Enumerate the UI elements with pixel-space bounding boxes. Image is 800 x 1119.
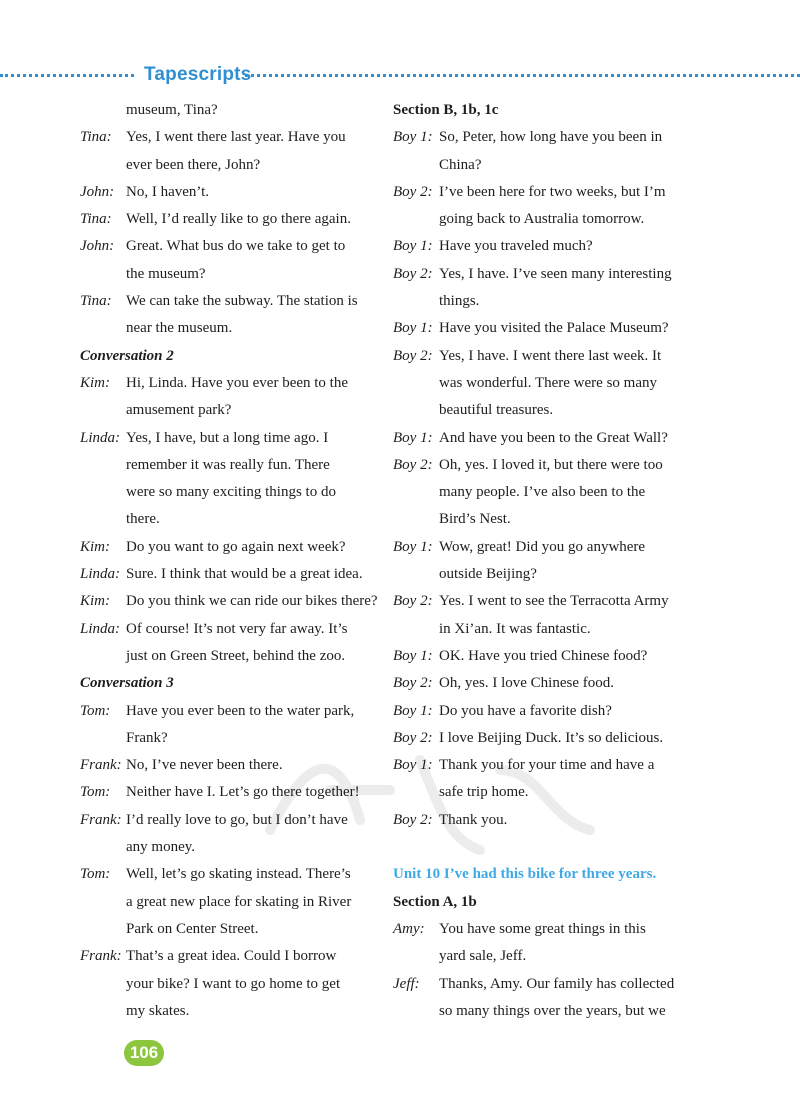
speaker-label: Boy 2: [393,729,433,746]
speaker-label: Boy 1: [393,129,433,146]
dialogue-text: Yes, I went there last year. Have you [126,129,346,146]
dialogue-line [80,288,380,315]
dialogue-text: China? [439,156,482,173]
dialogue-text: I’ve been here for two weeks, but I’m [439,183,666,200]
dialogue-line [80,425,380,452]
dialogue-text: Park on Center Street. [126,920,259,937]
dialogue-line [80,124,380,151]
dialogue-text: the museum? [126,265,206,282]
dialogue-line [393,998,693,1025]
dialogue-text: Yes, I have, but a long time ago. I [126,429,329,446]
dialogue-text: Neither have I. Let’s go there together! [126,784,360,801]
speaker-label: Frank: [80,757,122,774]
dialogue-line [393,943,693,970]
dialogue-line [80,643,380,670]
dialogue-text: Have you visited the Palace Museum? [439,320,669,337]
speaker-label: Tina: [80,211,112,228]
dialogue-line [393,725,693,752]
dialogue-text: your bike? I want to go home to get [126,975,341,992]
dialogue-text: in Xi’an. It was fantastic. [439,620,591,637]
dialogue-line [393,698,693,725]
conversation-heading: Conversation 2 [80,347,174,364]
dialogue-line [80,943,380,970]
dialogue-text: so many things over the years, but we [439,1002,666,1019]
speaker-label: Boy 1: [393,238,433,255]
dialogue-text: amusement park? [126,402,232,419]
speaker-label: Amy: [393,920,425,937]
dialogue-text: remember it was really fun. There [126,456,330,473]
dialogue-line [393,425,693,452]
dialogue-line [80,206,380,233]
dialogue-line [80,971,380,998]
dialogue-text: near the museum. [126,320,233,337]
dialogue-line [393,916,693,943]
dialogue-line [393,343,693,370]
speaker-label: Tina: [80,293,112,310]
dialogue-line [393,370,693,397]
dialogue-text: Oh, yes. I loved it, but there were too [439,456,663,473]
dialogue-line [80,452,380,479]
dialogue-text: Have you ever been to the water park, [126,702,355,719]
dialogue-line [80,588,380,615]
speaker-label: Boy 1: [393,647,433,664]
section-heading: Section B, 1b, 1c [393,102,499,118]
dialogue-text: safe trip home. [439,784,529,801]
dialogue-text: Do you think we can ride our bikes there? [126,593,378,610]
dialogue-text: many people. I’ve also been to the [439,484,646,501]
speaker-label: Boy 1: [393,429,433,446]
dialogue-text: Yes, I have. I’ve seen many interesting [439,265,672,282]
dialogue-line [393,588,693,615]
dialogue-text: I’d really love to go, but I don’t have [126,811,348,828]
dialogue-line [393,616,693,643]
speaker-label: Boy 2: [393,456,433,473]
dialogue-line [80,397,380,424]
dialogue-text: And have you been to the Great Wall? [439,429,668,446]
right-column [393,97,693,1025]
header-dotted-rule-left [0,74,134,77]
dialogue-text: just on Green Street, behind the zoo. [126,647,346,664]
dialogue-line [80,916,380,943]
dialogue-line [393,807,693,834]
dialogue-text: I love Beijing Duck. It’s so delicious. [439,729,664,746]
dialogue-line [393,752,693,779]
header-dotted-rule-right [245,74,800,77]
dialogue-text: Have you traveled much? [439,238,593,255]
dialogue-text: So, Peter, how long have you been in [439,129,663,146]
dialogue-line [80,534,380,561]
dialogue-line [393,479,693,506]
speaker-label: Kim: [80,374,110,391]
dialogue-line [80,233,380,260]
dialogue-line [393,971,693,998]
dialogue-line [80,152,380,179]
speaker-label: Linda: [80,429,121,446]
dialogue-line [80,616,380,643]
dialogue-text: That’s a great idea. Could I borrow [126,948,337,965]
dialogue-text: Sure. I think that would be a great idea. [126,566,363,583]
speaker-label: Boy 2: [393,183,433,200]
dialogue-text: any money. [126,839,196,856]
speaker-label: Tom: [80,702,111,719]
dialogue-line [80,261,380,288]
dialogue-text: Thanks, Amy. Our family has collected [439,975,675,992]
dialogue-text: my skates. [126,1002,190,1019]
dialogue-text: Oh, yes. I love Chinese food. [439,675,614,692]
dialogue-line [393,206,693,233]
dialogue-text: OK. Have you tried Chinese food? [439,647,648,664]
dialogue-text: Yes. I went to see the Terracotta Army [439,593,669,610]
dialogue-line [80,97,380,124]
dialogue-line [393,506,693,533]
dialogue-text: Wow, great! Did you go anywhere [439,538,646,555]
dialogue-text: ever been there, John? [126,156,261,173]
speaker-label: John: [80,238,115,255]
dialogue-text: Well, I’d really like to go there again. [126,211,351,228]
speaker-label: Linda: [80,620,121,637]
speaker-label: Jeff: [393,975,420,992]
conversation-heading: Conversation 3 [80,675,174,692]
dialogue-line [393,315,693,342]
dialogue-line [80,752,380,779]
dialogue-text: Thank you. [439,811,508,828]
speaker-label: Tom: [80,866,111,883]
dialogue-text: Yes, I have. I went there last week. It [439,347,662,364]
dialogue-text: We can take the subway. The station is [126,293,358,310]
dialogue-text: things. [439,293,480,310]
dialogue-line [80,861,380,888]
speaker-label: Boy 1: [393,757,433,774]
speaker-label: Tina: [80,129,112,146]
dialogue-text: You have some great things in this [439,920,646,937]
section-spacer [393,834,693,861]
left-column [80,97,380,1025]
dialogue-text: No, I’ve never been there. [126,757,283,774]
dialogue-line [393,288,693,315]
speaker-label: Boy 2: [393,593,433,610]
speaker-label: Boy 2: [393,265,433,282]
dialogue-line [393,779,693,806]
dialogue-line [80,561,380,588]
dialogue-text: Hi, Linda. Have you ever been to the [126,374,349,391]
speaker-label: Boy 2: [393,811,433,828]
speaker-label: Linda: [80,566,121,583]
dialogue-text: there. [126,511,160,528]
page-header [0,64,800,86]
dialogue-text: Do you want to go again next week? [126,538,346,555]
dialogue-text: was wonderful. There were so many [439,374,657,391]
speaker-label: Kim: [80,538,110,555]
dialogue-text: Frank? [126,729,168,746]
dialogue-line [80,315,380,342]
dialogue-line [393,452,693,479]
speaker-label: Boy 2: [393,675,433,692]
dialogue-line [393,561,693,588]
dialogue-line [80,479,380,506]
dialogue-text: were so many exciting things to do [126,484,336,501]
dialogue-text: Bird’s Nest. [439,511,511,528]
dialogue-line [80,834,380,861]
dialogue-line [80,807,380,834]
dialogue-text: outside Beijing? [439,566,537,583]
dialogue-line [393,534,693,561]
header-title: Tapescripts [144,64,252,85]
dialogue-line [80,779,380,806]
dialogue-line [393,643,693,670]
section-heading: Section A, 1b [393,893,477,910]
dialogue-line [393,124,693,151]
dialogue-text: a great new place for skating in River [126,893,352,910]
speaker-label: Frank: [80,811,122,828]
dialogue-line [393,397,693,424]
dialogue-text: Thank you for your time and have a [439,757,655,774]
speaker-label: Boy 2: [393,347,433,364]
dialogue-line [393,233,693,260]
dialogue-line [80,725,380,752]
dialogue-line [80,506,380,533]
unit-title: Unit 10 I’ve had this bike for three years. [393,866,657,883]
speaker-label: Boy 1: [393,702,433,719]
dialogue-line [393,152,693,179]
dialogue-text: yard sale, Jeff. [439,948,527,965]
dialogue-line [80,370,380,397]
dialogue-line [80,998,380,1025]
speaker-label: Boy 1: [393,320,433,337]
dialogue-line [80,889,380,916]
dialogue-line [393,179,693,206]
dialogue-text: Do you have a favorite dish? [439,702,612,719]
speaker-label: Frank: [80,948,122,965]
dialogue-text: beautiful treasures. [439,402,554,419]
dialogue-line [80,698,380,725]
dialogue-line [393,261,693,288]
speaker-label: Boy 1: [393,538,433,555]
dialogue-text: Of course! It’s not very far away. It’s [126,620,348,637]
dialogue-text: No, I haven’t. [126,183,210,200]
speaker-label: Kim: [80,593,110,610]
speaker-label: Tom: [80,784,111,801]
dialogue-text: going back to Australia tomorrow. [439,211,645,228]
page-number-badge: 106 [124,1040,164,1066]
speaker-label: John: [80,183,115,200]
dialogue-text: Great. What bus do we take to get to [126,238,346,255]
dialogue-line [393,670,693,697]
dialogue-line [80,179,380,206]
dialogue-text: Well, let’s go skating instead. There’s [126,866,351,883]
dialogue-text: museum, Tina? [126,102,218,118]
